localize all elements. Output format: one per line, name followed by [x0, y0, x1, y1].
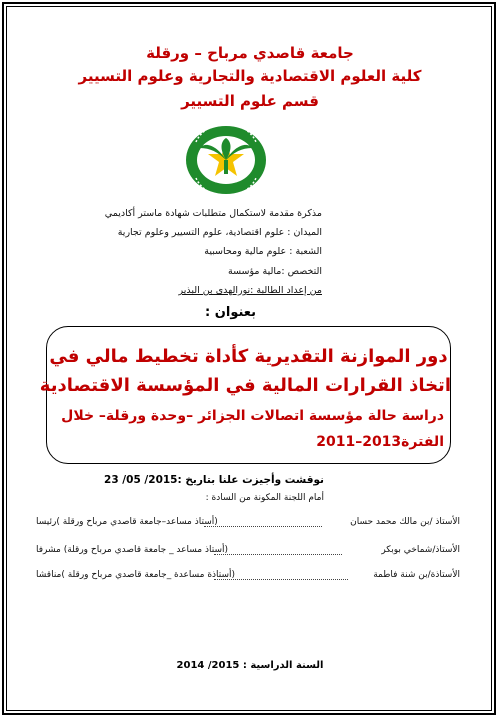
title-line-1: دور الموازنة التقديرية كأداة تخطيط مالي في — [49, 346, 448, 367]
university-name: جامعة قاصدي مرباح – ورقلة — [146, 44, 354, 62]
period-line: الفترة2013–2011 — [316, 434, 444, 450]
author-line: من إعداد الطالبة :نورالهدى بن البذير — [178, 285, 322, 296]
title-label: بعنوان : — [205, 305, 256, 320]
field-line: الميدان : علوم اقتصادية، علوم التسيير وعلوم تجارية — [117, 227, 322, 238]
defense-date: نوقشت وأجيزت علنا بتاريخ :2015/ 05/ 23 — [104, 474, 324, 486]
jury-role: (أستاذ مساعد–جامعة قاصدي مرباح ورقلة )رئيسا — [36, 517, 218, 527]
committee-label: أمام اللجنة المكونة من السادة : — [205, 493, 324, 503]
jury-row — [36, 545, 460, 559]
case-study-line: دراسة حالة مؤسسة اتصالات الجزائر –وحدة ورقلة– خلال — [61, 408, 444, 424]
specialty-line: التخصص :مالية مؤسسة — [227, 266, 322, 277]
jury-role: (أستاذ مساعد _ جامعة قاصدي مرباح ورقلة) مشرفا — [36, 545, 228, 555]
jury-role: (أستاذة مساعدة _جامعة قاصدي مرباح ورقلة )مناقشا — [36, 570, 236, 580]
jury-row — [36, 517, 460, 531]
logo-emblem-icon — [176, 120, 276, 196]
faculty-name: كلية العلوم الاقتصادية والتجارية وعلوم التسيير — [78, 67, 422, 85]
university-logo — [176, 120, 276, 196]
jury-row — [36, 570, 460, 584]
academic-year: السنة الدراسية : 2015/ 2014 — [176, 660, 324, 671]
branch-line: الشعبة : علوم مالية ومحاسبية — [204, 246, 322, 257]
memo-statement: مذكرة مقدمة لاستكمال متطلبات شهادة ماستر أكاديمي — [104, 208, 322, 219]
jury-name: الأستاذ /بن مالك محمد حسان — [350, 517, 460, 527]
department-name: قسم علوم التسيير — [181, 92, 319, 110]
jury-name: الأستاذ/شماخي بوبكر — [381, 545, 460, 555]
title-line-2: اتخاذ القرارات المالية في المؤسسة الاقتصادية — [39, 375, 451, 396]
jury-name: الأستاذة/بن شنة فاطمة — [373, 570, 460, 580]
